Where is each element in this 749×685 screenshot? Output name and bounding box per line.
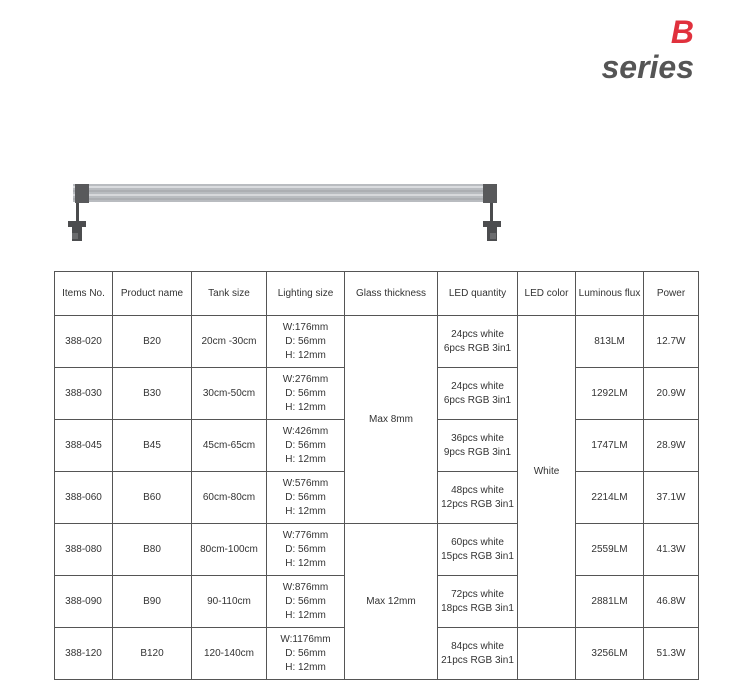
lighting-height: H: 12mm: [285, 505, 326, 517]
led-white-count: 84pcs white: [451, 640, 504, 652]
led-rgb-count: 12pcs RGB 3in1: [441, 498, 514, 510]
item-number-cell: 388-120: [55, 628, 113, 680]
lighting-size-cell: [267, 576, 345, 628]
led-white-count: 72pcs white: [451, 588, 504, 600]
luminous-flux-cell: 1292LM: [576, 368, 644, 420]
lighting-depth: D: 56mm: [285, 387, 326, 399]
led-rgb-count: 21pcs RGB 3in1: [441, 654, 514, 666]
lighting-depth: D: 56mm: [285, 491, 326, 503]
lighting-size-cell: [267, 472, 345, 524]
lighting-height: H: 12mm: [285, 609, 326, 621]
led-white-count: 48pcs white: [451, 484, 504, 496]
table-header-row: [55, 272, 699, 316]
column-header: Items No.: [55, 272, 113, 316]
lighting-depth: D: 56mm: [285, 543, 326, 555]
tank-size-cell: 60cm-80cm: [192, 472, 267, 524]
spec-table: [54, 271, 699, 680]
led-quantity-cell: [438, 316, 518, 368]
led-quantity-cell: [438, 524, 518, 576]
product-name-cell: B30: [113, 368, 192, 420]
led-white-count: 60pcs white: [451, 536, 504, 548]
led-white-count: 24pcs white: [451, 380, 504, 392]
item-number-cell: 388-045: [55, 420, 113, 472]
item-number-cell: 388-030: [55, 368, 113, 420]
lighting-depth: D: 56mm: [285, 595, 326, 607]
led-color-cell-empty: [518, 628, 576, 680]
led-rgb-count: 15pcs RGB 3in1: [441, 550, 514, 562]
product-name-cell: B120: [113, 628, 192, 680]
lighting-size-cell: [267, 628, 345, 680]
table-row: [55, 316, 699, 368]
lighting-size-cell: [267, 524, 345, 576]
power-cell: 41.3W: [644, 524, 699, 576]
tank-size-cell: 80cm-100cm: [192, 524, 267, 576]
series-word: series: [601, 49, 694, 85]
product-name-cell: B45: [113, 420, 192, 472]
power-cell: 12.7W: [644, 316, 699, 368]
column-header: Luminous flux: [576, 272, 644, 316]
column-header: Lighting size: [267, 272, 345, 316]
glass-thickness-cell: Max 12mm: [345, 524, 438, 680]
lighting-height: H: 12mm: [285, 349, 326, 361]
column-header: Product name: [113, 272, 192, 316]
led-quantity-cell: [438, 628, 518, 680]
luminous-flux-cell: 3256LM: [576, 628, 644, 680]
tank-size-cell: 30cm-50cm: [192, 368, 267, 420]
product-name-cell: B80: [113, 524, 192, 576]
led-white-count: 36pcs white: [451, 432, 504, 444]
column-header: Tank size: [192, 272, 267, 316]
product-name-cell: B90: [113, 576, 192, 628]
power-cell: 28.9W: [644, 420, 699, 472]
luminous-flux-cell: 1747LM: [576, 420, 644, 472]
led-rgb-count: 9pcs RGB 3in1: [443, 446, 512, 458]
lighting-size-cell: [267, 368, 345, 420]
power-cell: 51.3W: [644, 628, 699, 680]
lighting-height: H: 12mm: [285, 557, 326, 569]
luminous-flux-cell: 2214LM: [576, 472, 644, 524]
led-quantity-cell: [438, 576, 518, 628]
lighting-width: W:776mm: [282, 529, 329, 541]
led-quantity-cell: [438, 420, 518, 472]
lighting-size-cell: [267, 316, 345, 368]
lighting-width: W:426mm: [282, 425, 329, 437]
table-row: [55, 524, 699, 576]
series-letter: B: [670, 14, 694, 50]
tank-size-cell: 90-110cm: [192, 576, 267, 628]
series-title: [601, 14, 694, 84]
lighting-depth: D: 56mm: [285, 439, 326, 451]
item-number-cell: 388-020: [55, 316, 113, 368]
item-number-cell: 388-060: [55, 472, 113, 524]
product-name-cell: B60: [113, 472, 192, 524]
tank-size-cell: 120-140cm: [192, 628, 267, 680]
lighting-size-cell: [267, 420, 345, 472]
luminous-flux-cell: 813LM: [576, 316, 644, 368]
lighting-width: W:176mm: [282, 321, 329, 333]
tank-size-cell: 45cm-65cm: [192, 420, 267, 472]
column-header: LED color: [518, 272, 576, 316]
item-number-cell: 388-090: [55, 576, 113, 628]
lighting-width: W:576mm: [282, 477, 329, 489]
glass-thickness-cell: Max 8mm: [345, 316, 438, 524]
power-cell: 37.1W: [644, 472, 699, 524]
led-white-count: 24pcs white: [451, 328, 504, 340]
lighting-width: W:1176mm: [280, 633, 331, 645]
column-header: Glass thickness: [345, 272, 438, 316]
led-quantity-cell: [438, 368, 518, 420]
led-rgb-count: 6pcs RGB 3in1: [443, 342, 512, 354]
power-cell: 20.9W: [644, 368, 699, 420]
luminous-flux-cell: 2559LM: [576, 524, 644, 576]
lighting-width: W:876mm: [282, 581, 329, 593]
lighting-depth: D: 56mm: [285, 647, 326, 659]
product-name-cell: B20: [113, 316, 192, 368]
led-rgb-count: 18pcs RGB 3in1: [441, 602, 514, 614]
lighting-width: W:276mm: [282, 373, 329, 385]
tank-size-cell: 20cm -30cm: [192, 316, 267, 368]
led-color-cell: White: [518, 316, 576, 628]
luminous-flux-cell: 2881LM: [576, 576, 644, 628]
led-rgb-count: 6pcs RGB 3in1: [443, 394, 512, 406]
item-number-cell: 388-080: [55, 524, 113, 576]
lighting-depth: D: 56mm: [285, 335, 326, 347]
led-light-bar-illustration: [55, 178, 505, 248]
lighting-height: H: 12mm: [285, 661, 326, 673]
led-quantity-cell: [438, 472, 518, 524]
column-header: LED quantity: [438, 272, 518, 316]
lighting-height: H: 12mm: [285, 453, 326, 465]
column-header: Power: [644, 272, 699, 316]
lighting-height: H: 12mm: [285, 401, 326, 413]
power-cell: 46.8W: [644, 576, 699, 628]
